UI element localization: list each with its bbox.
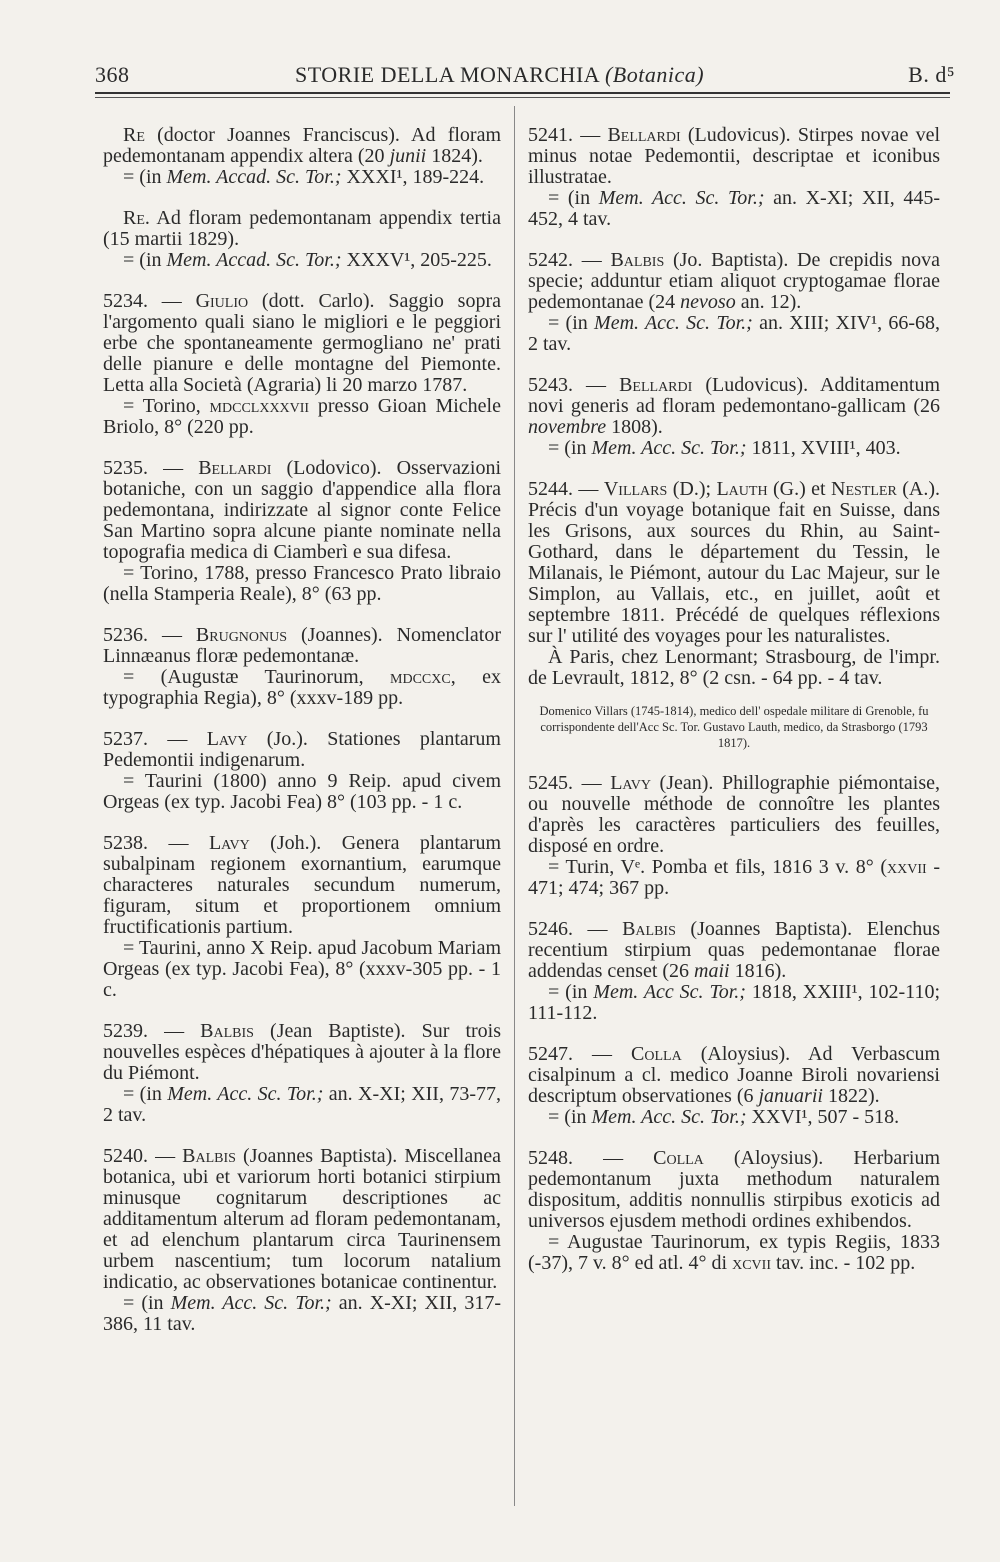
header-rule-thick [95, 92, 950, 94]
entry-title: Re (doctor Joannes Franciscus). Ad floram pedemontanam appendix altera (20 junii 1824). [103, 124, 501, 167]
entry-5245 [528, 773, 940, 899]
entry-5248 [528, 1148, 940, 1274]
entry-title: Re. Ad floram pedemontanam appendix tertia (15 martii 1829). [103, 207, 501, 250]
entry-re-1 [103, 125, 501, 188]
entry-publication: = (Augustæ Taurinorum, mdccxc, ex typographia Regia), 8° (xxxv-189 pp. [103, 666, 501, 709]
entry-title: 5239. — Balbis (Jean Baptiste). Sur trois nouvelles espèces d'hépatiques à ajouter à la flore du Piémont. [103, 1020, 501, 1084]
entry-5243 [528, 375, 940, 459]
entry-publication: = Torino, mdcclxxxvii presso Gioan Michele Briolo, 8° (220 pp. [103, 395, 501, 438]
entry-5238 [103, 833, 501, 1001]
entry-5237 [103, 729, 501, 813]
entry-publication: = (in Mem. Acc. Sc. Tor.; an. X-XI; XII, 445-452, 4 tav. [528, 187, 940, 230]
column-divider [514, 106, 515, 1506]
entry-title: 5244. — Villars (D.); Lauth (G.) et Nestler (A.). Précis d'un voyage botanique fait en Suisse, dans les Grisons, aux sources du Rhin, au Saint-Gothard, dans le département du Tessin, le Milanais, le Piémont, autour du Lac Majeur, sur le Simplon, au Vallais, etc., en juillet, août et septembre 1811. Précédé de quelques réflexions sur l' utilité des voyages pour les naturalistes. [528, 478, 941, 647]
entry-title: 5238. — Lavy (Joh.). Genera plantarum subalpinam regionem exornantium, earumque characteres naturales secundum numerum, figuram, situm et proportionem omnium fructificationis partium. [103, 832, 502, 938]
entry-publication: = Taurini (1800) anno 9 Reip. apud civem Orgeas (ex typ. Jacobi Fea) 8° (103 pp. - 1 c. [103, 770, 501, 813]
entry-publication: = (in Mem. Acc. Sc. Tor.; XXVI¹, 507 - 518. [548, 1106, 900, 1128]
entry-title: 5235. — Bellardi (Lodovico). Osservazioni botaniche, con un saggio d'appendice alla flora pedemontana, indirizzate al signor conte Felice San Martino sopra alcune piante nominate nella topografia medica di Ciamberì e sua difesa. [103, 457, 502, 563]
entry-5244 [528, 479, 940, 689]
entry-publication: = Augustae Taurinorum, ex typis Regiis, 1833 (-37), 7 v. 8° ed atl. 4° di xcvii tav. inc. - 102 pp. [528, 1231, 940, 1274]
entry-title: 5241. — Bellardi (Ludovicus). Stirpes novae vel minus notae Pedemontii, descriptae et iconibus illustratae. [528, 124, 941, 188]
entry-5235 [103, 458, 501, 605]
entry-5241 [528, 125, 940, 230]
entry-title: 5237. — Lavy (Jo.). Stationes plantarum Pedemontii indigenarum. [103, 728, 501, 771]
entry-publication: = (in Mem. Accad. Sc. Tor.; XXXI¹, 189-224. [123, 166, 485, 188]
entry-title: 5234. — Giulio (dott. Carlo). Saggio sopra l'argomento quali siano le migliori e le peggiori erbe che spontaneamente germogliano ne' prati delle pianure e delle montagne del Piemonte. Letta alla Società (Agraria) li 20 marzo 1787. [103, 290, 502, 396]
entry-title: 5236. — Brugnonus (Joannes). Nomenclator Linnæanus floræ pedemontanæ. [103, 624, 501, 667]
entry-publication: = (in Mem. Acc. Sc. Tor.; an. XIII; XIV¹, 66-68, 2 tav. [528, 312, 941, 355]
footnote: Domenico Villars (1745-1814), medico dell' ospedale militare di Grenoble, fu corrispondente dell'Acc Sc. Tor. Gustavo Lauth, medico, da Strasborgo (1793 1817). [539, 704, 929, 750]
entry-publication: = (in Mem. Acc. Sc. Tor.; an. X-XI; XII, 317-386, 11 tav. [103, 1292, 501, 1335]
entry-5246 [528, 919, 940, 1024]
header-rule-thin [95, 97, 950, 98]
entry-title: 5247. — Colla (Aloysius). Ad Verbascum cisalpinum a cl. medico Joanne Biroli novariensi descriptum observationes (6 januarii 1822). [528, 1043, 941, 1107]
signature-mark: B. d⁵ [908, 62, 955, 87]
running-header [95, 62, 955, 96]
entry-5234 [103, 291, 501, 438]
entry-5242 [528, 250, 940, 355]
page-number: 368 [95, 62, 130, 87]
entry-5247 [528, 1044, 940, 1128]
entry-publication: = (in Mem. Acc. Sc. Tor.; 1811, XVIII¹, 403. [548, 437, 901, 459]
entry-5239 [103, 1021, 501, 1126]
right-column [528, 125, 940, 1294]
running-subtitle: (Botanica) [604, 62, 705, 87]
entry-title: 5248. — Colla (Aloysius). Herbarium pedemontanum juxta methodum naturalem dispositum, additis nonnullis stirpibus exoticis ad universos ejusdem methodi ordines exhibendos. [528, 1147, 940, 1232]
entry-publication: = (in Mem. Acc Sc. Tor.; 1818, XXIII¹, 102-110; 111-112. [528, 981, 940, 1024]
entry-title: 5242. — Balbis (Jo. Baptista). De crepidis nova specie; adduntur etiam aliquot cryptogamae florae pedemontanae (24 nevoso an. 12). [528, 249, 940, 313]
entry-re-2 [103, 208, 501, 271]
entry-publication: = Turin, Vᵉ. Pomba et fils, 1816 3 v. 8° (xxvii - 471; 474; 367 pp. [528, 856, 940, 899]
entry-title: 5243. — Bellardi (Ludovicus). Additamentum novi generis ad floram pedemontano-gallicam (26 novembre 1808). [528, 374, 940, 438]
entry-title: 5246. — Balbis (Joannes Baptista). Elenchus recentium stirpium quas pedemontanae florae addendas censet (26 maii 1816). [528, 918, 941, 982]
entry-title: 5245. — Lavy (Jean). Phillographie piémontaise, ou nouvelle méthode de connoître les plantes d'après les caractères particuliers des feuilles, disposé en ordre. [528, 772, 941, 857]
entry-publication: À Paris, chez Lenormant; Strasbourg, de l'impr. de Levrault, 1812, 8° (2 csn. - 64 pp. - 4 tav. [528, 646, 940, 689]
entry-publication: = Taurini, anno X Reip. apud Jacobum Mariam Orgeas (ex typ. Jacobi Fea), 8° (xxxv-305 pp. - 1 c. [103, 937, 501, 1001]
entry-publication: = (in Mem. Accad. Sc. Tor.; XXXV¹, 205-225. [123, 249, 492, 271]
entry-5240 [103, 1146, 501, 1335]
entry-title: 5240. — Balbis (Joannes Baptista). Miscellanea botanica, ubi et variorum horti botanici stirpium minusque cognitarum descriptiones ac additamentum alterum ad floram pedemontanam, et ad elenchum plantarum circa Taurinensem urbem nascentium; tum locorum natalium indicatio, ac observationes botanicae continentur. [103, 1145, 501, 1293]
running-title: STORIE DELLA MONARCHIA (Botanica) [295, 62, 705, 87]
entry-publication: = Torino, 1788, presso Francesco Prato libraio (nella Stamperia Reale), 8° (63 pp. [103, 562, 501, 605]
entry-publication: = (in Mem. Acc. Sc. Tor.; an. X-XI; XII, 73-77, 2 tav. [103, 1083, 501, 1126]
entry-5236 [103, 625, 501, 709]
left-column [103, 125, 501, 1355]
